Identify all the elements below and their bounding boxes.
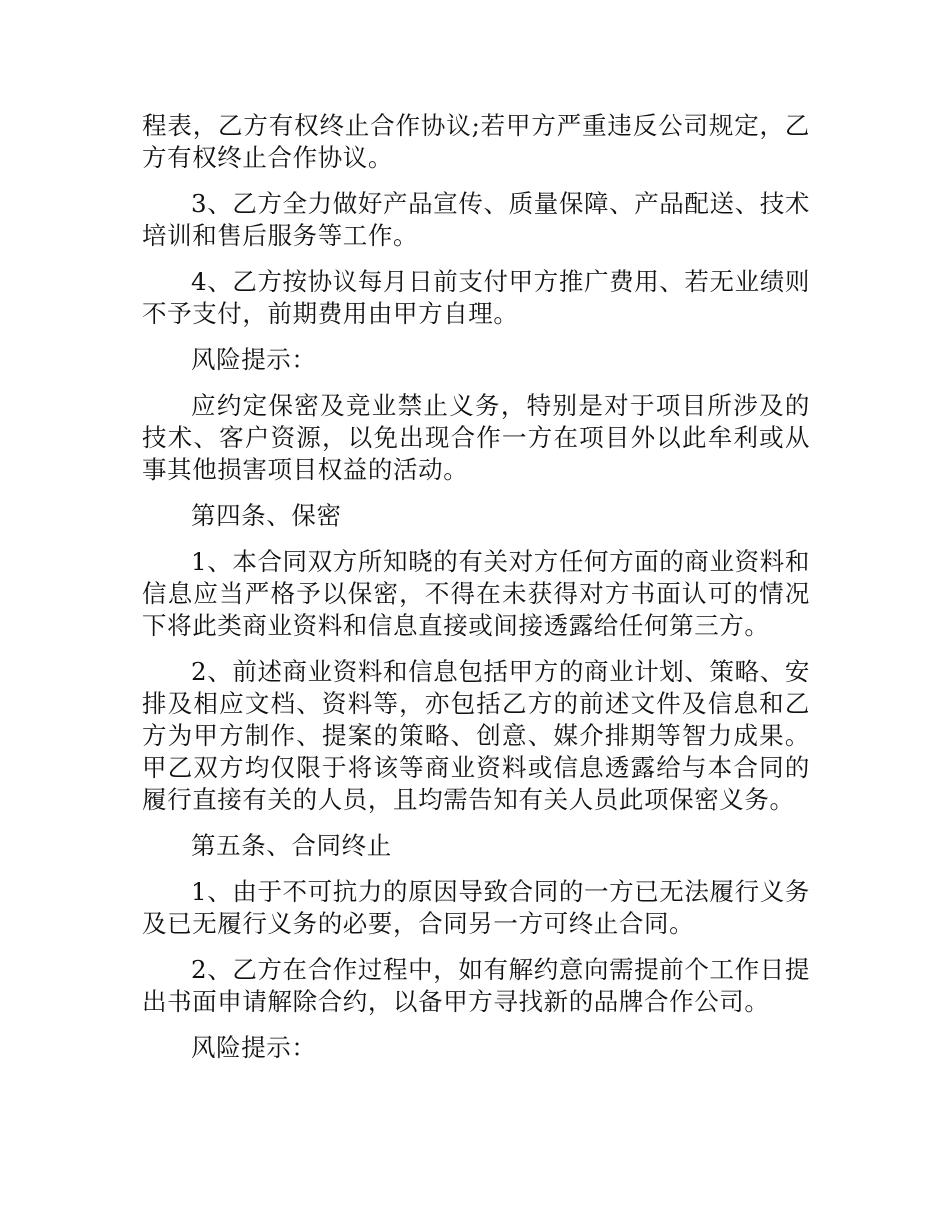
risk-notice-heading: 风险提示： <box>191 345 317 374</box>
article-5-heading: 第五条、合同终止 <box>191 831 392 860</box>
article-4-clause-1: 1、本合同双方所知晓的有关对方任何方面的商业资料和信息应当严格予以保密，不得在未获得对方书面认可的情况下将此类商业资料和信息直接或间接透露给任何第三方。 <box>142 547 810 640</box>
article-4-clause-2: 2、前述商业资料和信息包括甲方的商业计划、策略、安排及相应文档、资料等，亦包括乙方的前述文件及信息和乙方为甲方制作、提案的策略、创意、媒介排期等智力成果。甲乙双方均仅限于将该等商业资料或信息透露给与本合同的履行直接有关的人员，且均需告知有关人员此项保密义务。 <box>142 657 810 814</box>
risk-notice-heading-2: 风险提示： <box>191 1033 317 1062</box>
risk-notice-text: 应约定保密及竞业禁止义务，特别是对于项目所涉及的技术、客户资源，以免出现合作一方在项目外以此牟利或从事其他损害项目权益的活动。 <box>142 391 810 484</box>
article-4-heading: 第四条、保密 <box>191 501 342 530</box>
paragraph-clause-3: 3、乙方全力做好产品宣传、质量保障、产品配送、技术培训和售后服务等工作。 <box>142 189 810 250</box>
article-5-clause-2: 2、乙方在合作过程中，如有解约意向需提前个工作日提出书面申请解除合约，以备甲方寻找新的品牌合作公司。 <box>142 955 810 1016</box>
article-5-clause-1: 1、由于不可抗力的原因导致合同的一方已无法履行义务及已无履行义务的必要，合同另一方可终止合同。 <box>142 877 810 938</box>
paragraph-continuation: 程表，乙方有权终止合作协议;若甲方严重违反公司规定，乙方有权终止合作协议。 <box>142 111 810 172</box>
paragraph-clause-4: 4、乙方按协议每月日前支付甲方推广费用、若无业绩则不予支付，前期费用由甲方自理。 <box>142 267 810 328</box>
document-body <box>142 110 810 1078</box>
